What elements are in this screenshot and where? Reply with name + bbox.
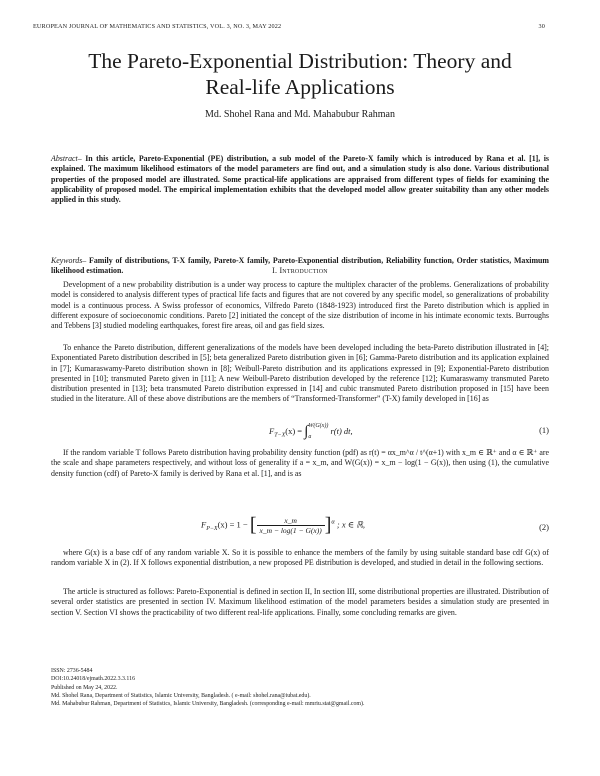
section-heading [0,266,600,275]
eq2-arg: (x) = 1 − [217,519,250,530]
eq2-lhs: F [201,519,207,530]
eq2-rhs: ; x ∈ ℝ, [334,519,366,530]
eq1-upper-limit: W(G(x)) [308,423,329,429]
paper-title [40,48,560,100]
section-number: I. [272,266,278,275]
footnote-author-2: Md. Mahabubur Rahman, Department of Statistics, Islamic University, Bangladesh. (corresponding e-mail: mmriu.stat@gmail.com). [51,701,365,708]
equation-2 [51,510,549,540]
eq2-numerator: x_m [257,516,325,526]
title-line-2: Real-life Applications [205,75,395,99]
keywords-lead: Keywords [51,256,83,265]
title-line-1: The Pareto-Exponential Distribution: Theory and [88,49,512,73]
paragraph-5: The article is structured as follows: Pareto-Exponential is defined in section II, In section III, some distributional properties are illustrated. Distribution of several order statistics are presented in section IV. Maximum likelihood estimation of the model parameters besides a simulation study are presented in section V. Section VI shows the practicability of two different real-life applications. Finally, some concluding remarks are given. [51,587,549,617]
abstract: Abstract– In this article, Pareto-Exponential (PE) distribution, a sub model of the Pareto-X family which is introduced by Rana et al. [1], is explained. The maximum likelihood estimators of the model parameters are find out, and a simulation study is also done. Various distributional properties of the proposed model are illustrated. Some practical-life applications are appraised from different types of fields for examining the applicability of proposed model. The empirical implementation exhibits that the developed model allow greater suitability than any other models applied in this study. [51,154,549,204]
eq1-lhs-sub: T−X [274,432,286,439]
eq2-power: α [331,518,335,526]
keywords-text: Family of distributions, T-X family, Pareto-X family, Pareto-Exponential distribution, Reliability function, Order statistics, Maximum likelihood estimation. [51,256,550,276]
running-head [33,23,545,33]
footnote-published: Published on May 24, 2022. [51,684,118,691]
page-number: 30 [538,23,545,30]
equation-2-number: (2) [539,522,549,532]
eq1-arg: (x) = [285,425,305,436]
footnotes [51,667,549,708]
paragraph-3: If the random variable T follows Pareto distribution having probability density function (pdf) as r(t) = αx_m^α / t^(α+1) with x_m ∈ ℝ⁺ and α ∈ ℝ⁺ are the scale and shape parameters respectively, and without loss of generality if a = x_m, and W(G(x)) = x_m − log(1 − G(x)), then using (1), the cumulative density function (cdf) of Pareto-X family is derived by Rana et al. [1], and is as [51,448,549,478]
integral-sign: ∫ [304,423,309,440]
footnote-doi: DOI:10.24018/ejmath.2022.3.3.116 [51,676,136,683]
eq2-denominator: x_m − log(1 − G(x)) [259,526,322,535]
eq1-lhs: F [269,425,275,436]
paragraph-4: where G(x) is a base cdf of any random variable X. So it is possible to enhance the members of the family by using suitable standard base cdf G(x) of random variable X in (2). If X follows exponential distribution, a new proposed PE distribution is developed, and studied in detail in the following sections. [51,548,549,568]
equation-1 [51,419,549,441]
keywords: Keywords– Family of distributions, T-X family, Pareto-X family, Pareto-Exponential distribution, Reliability function, Order statistics, Maximum likelihood estimation. [51,256,550,276]
section-title: Introduction [279,266,328,275]
abstract-text: In this article, Pareto-Exponential (PE) distribution, a sub model of the Pareto-X family which is introduced by Rana et al. [1], is explained. The maximum likelihood estimators of the model parameters are find out, and a simulation study is also done. Various distributional properties of the proposed model are illustrated. Some practical-life applications are appraised from different types of fields for examining the applicability of proposed model. The empirical implementation exhibits that the developed model allow greater suitability than any other models applied in this study. [51,154,549,204]
eq1-rhs: r(t) dt, [330,425,353,436]
eq2-fraction [257,516,325,535]
footnote-author-1: Md. Shohel Rana, Department of Statistics, Islamic University, Bangladesh. ( e-mail: shohel.rana@iubat.edu). [51,692,311,699]
footnote-issn: ISSN: 2736-5484 [51,668,93,674]
paragraph-2: To enhance the Pareto distribution, different generalizations of the models have been developed including the beta-Pareto distribution illustrated in [4]; Exponentiated Pareto distribution described in [5]; beta generalized Pareto distribution given in [6]; Gamma-Pareto distribution and its application explained in [7]; Kumaraswamy-Pareto distribution shown in [8]; Weibull-Pareto distribution and its applications expressed in [9]; Exponential-Pareto distribution presented in [10]; transmuted Pareto given in [11]; A new Weibull-Pareto distribution developed by the reference [12]; Kumaraswamy transmuted Pareto distribution presented in [13]; beta transmuted Pareto distribution expressed in [14] and cubic transmuted Pareto distribution proposed in [15] have been studied in the literature. All of these above distributions are the members of “Transformed-Transformer” (T-X) family developed in [16] as [51,343,549,404]
eq2-lhs-sub: P−X [206,526,218,533]
equation-1-number: (1) [539,425,549,435]
equation-2-body: $F_{P-X}(x) = 1$ − [ $\frac{x\_m}{x\_m - \log(1 - G(x))}$ ]$^\alpha$ ; x ∈ ℝ, [201,514,366,536]
eq1-lower-limit: a [308,434,312,440]
abstract-lead: Abstract [51,154,78,163]
paragraph-1: Development of a new probability distribution is a under way process to capture the multiplex character of the problems. Generalizations of probability model is considered to analysis different types of practical life facts and figures that are not covered by any specific model, so generalizations of probability model is a continuous process. A Swiss professor of economics, Vilfredo Pareto (1848-1923) introduced first the Pareto distribution which is applied in different exposure of socioeconomic conditions. Pareto [2] initiated the concept of the size distribution of income in his intimate economic texts. Burroughs and Tebbens [3] studied modeling earthquakes, forest fire areas, oil and gas field sizes. [51,280,549,331]
authors: Md. Shohel Rana and Md. Mahabubur Rahman [205,109,395,120]
equation-1-body [269,421,353,443]
journal-name: EUROPEAN JOURNAL OF MATHEMATICS AND STATISTICS, VOL. 3, NO. 3, MAY 2022 [33,23,282,30]
